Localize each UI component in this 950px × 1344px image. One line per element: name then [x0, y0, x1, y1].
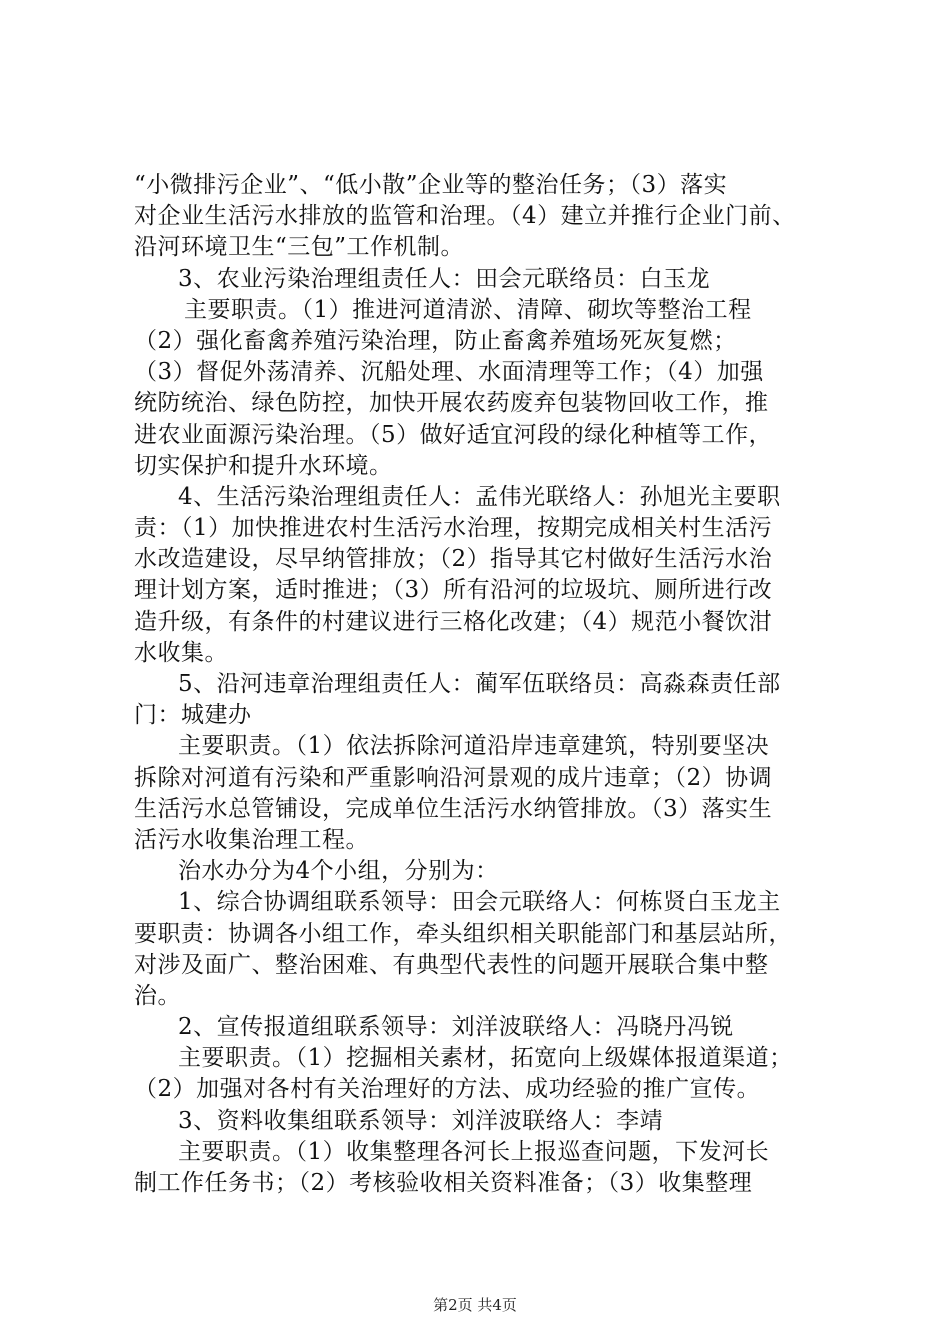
text-line: 统防统治、绿色防控，加快开展农药废弃包装物回收工作，推	[134, 390, 769, 417]
text-line: 对企业生活污水排放的监管和治理。（4）建立并推行企业门前、	[134, 203, 796, 230]
text-line: 造升级，有条件的村建议进行三格化改建；（4）规范小餐饮泔	[134, 608, 773, 635]
page-footer: 第2页 共4页	[433, 1296, 517, 1314]
text-line: 拆除对河道有污染和严重影响沿河景观的成片违章；（2）协调	[134, 764, 773, 791]
text-line: 1、综合协调组联系领导：田会元联络人：何栋贤白玉龙主	[178, 889, 781, 916]
text-line: 2、宣传报道组联系领导：刘洋波联络人：冯晓丹冯锐	[178, 1014, 734, 1041]
text-line: （2）强化畜禽养殖污染治理，防止畜禽养殖场死灰复燃；	[134, 327, 737, 354]
text-line: 3、资料收集组联系领导：刘洋波联络人：李靖	[178, 1107, 664, 1134]
text-line: 主要职责。（1）收集整理各河长上报巡查问题，下发河长	[178, 1138, 770, 1165]
text-line: 切实保护和提升水环境。	[134, 452, 393, 479]
text-line: 5、沿河违章治理组责任人：蔺军伍联络员：高淼森责任部	[178, 671, 781, 697]
text-line: 制工作任务书；（2）考核验收相关资料准备；（3）收集整理	[134, 1170, 753, 1196]
text-line: 4、生活污染治理组责任人：孟伟光联络人：孙旭光主要职	[178, 483, 781, 510]
text-line: 生活污水总管铺设，完成单位生活污水纳管排放。（3）落实生	[134, 795, 773, 822]
text-line: 理计划方案，适时推进；（3）所有沿河的垃圾坑、厕所进行改	[134, 577, 773, 604]
text-line: 主要职责。（1）推进河道清淤、清障、砌坎等整治工程	[184, 296, 752, 323]
text-line: 3、农业污染治理组责任人：田会元联络员：白玉龙	[178, 265, 711, 292]
text-line: 水改造建设，尽早纳管排放；（2）指导其它村做好生活污水治	[134, 546, 773, 573]
text-line: 活污水收集治理工程。	[134, 826, 369, 853]
text-line: 水收集。	[134, 639, 228, 666]
text-line: （2）加强对各村有关治理好的方法、成功经验的推广宣传。	[134, 1076, 761, 1103]
text-line: 主要职责。（1）依法拆除河道沿岸违章建筑，特别要坚决	[178, 733, 770, 760]
text-line: 治。	[134, 982, 181, 1009]
text-line: 责：（1）加快推进农村生活污水治理，按期完成相关村生活污	[134, 515, 773, 542]
text-line: 进农业面源污染治理。（5）做好适宜河段的绿化种植等工作，	[134, 421, 773, 448]
text-line: “小微排污企业”、“低小散”企业等的整治任务；（3）落实	[134, 172, 728, 198]
text-line: 沿河环境卫生“三包”工作机制。	[134, 234, 465, 261]
document-body	[134, 170, 854, 1199]
text-line: 治水办分为4个小组，分别为：	[178, 858, 499, 885]
text-line: （3）督促外荡清养、沉船处理、水面清理等工作；（4）加强	[134, 359, 764, 386]
text-line: 主要职责。（1）挖掘相关素材，拓宽向上级媒体报道渠道；	[178, 1045, 793, 1072]
text-line: 门：城建办	[134, 702, 252, 729]
text-line: 要职责：协调各小组工作，牵头组织相关职能部门和基层站所，	[134, 920, 792, 947]
text-line: 对涉及面广、整治困难、有典型代表性的问题开展联合集中整	[134, 951, 769, 978]
